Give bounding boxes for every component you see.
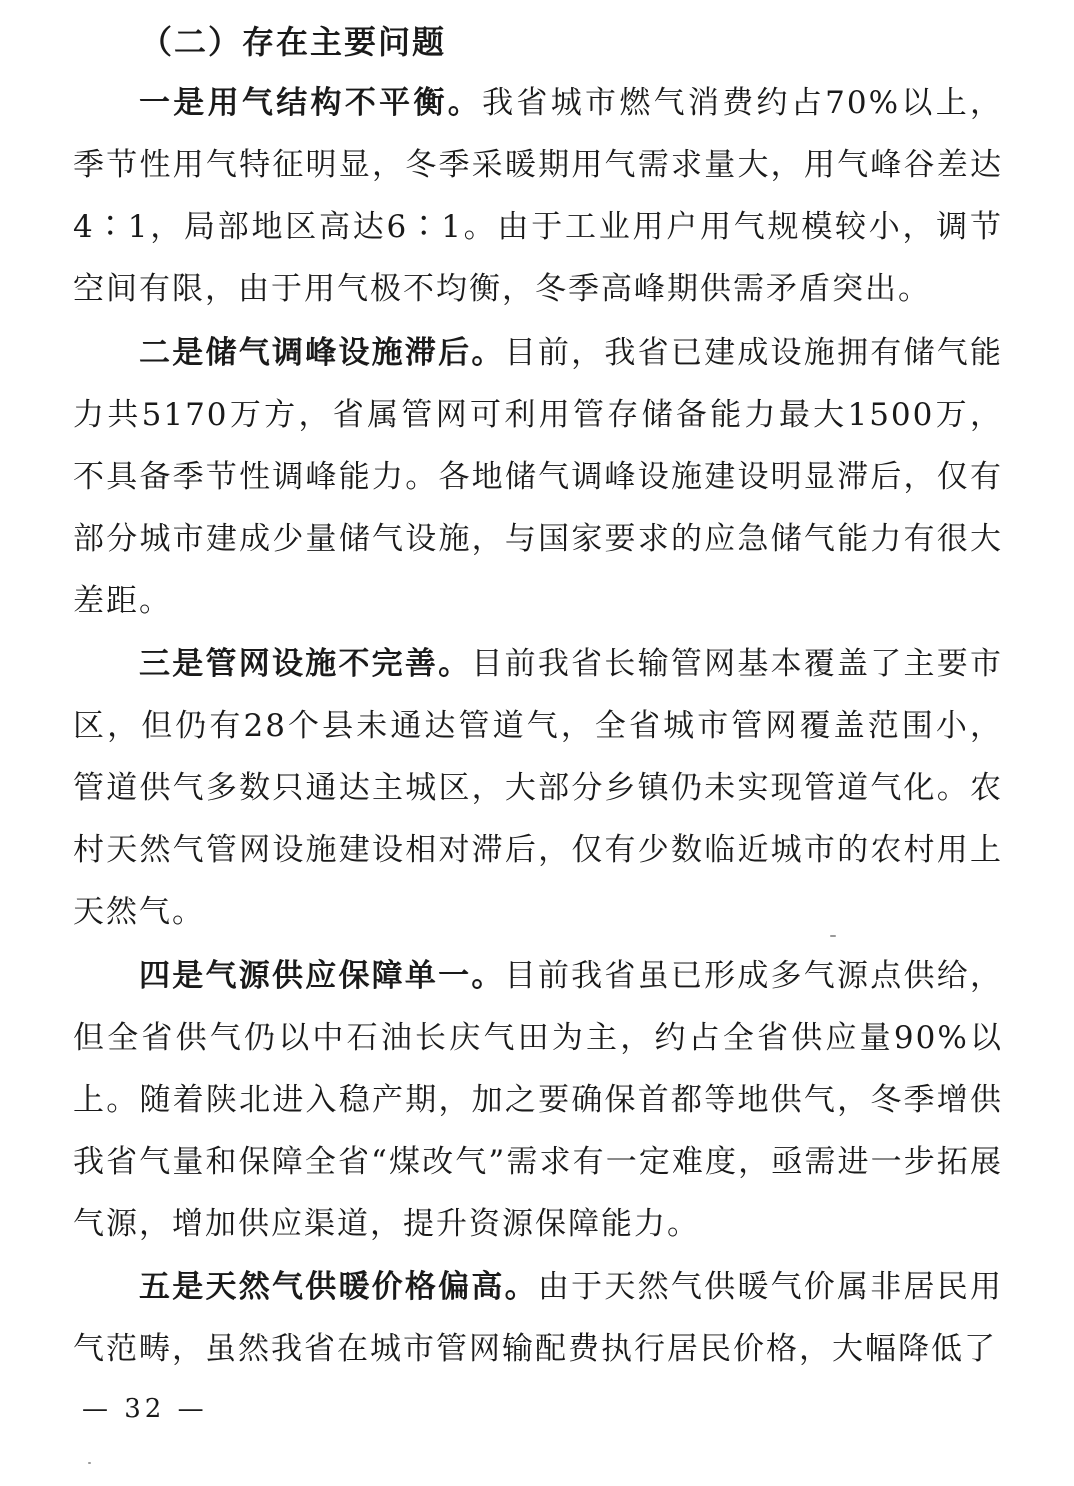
paragraph-lead: 四是气源供应保障单一。 bbox=[139, 958, 505, 994]
paragraph-4 bbox=[73, 945, 1003, 1255]
section-heading: （二）存在主要问题 bbox=[140, 23, 447, 61]
paragraph-lead: 五是天然气供暖价格偏高。 bbox=[139, 1269, 538, 1305]
page-number: — 32 — bbox=[82, 1394, 208, 1424]
paragraph-1 bbox=[73, 72, 1003, 320]
paragraph-lead: 一是用气结构不平衡。 bbox=[139, 85, 483, 121]
paragraph-lead: 三是管网设施不完善。 bbox=[139, 646, 472, 682]
paragraph-lead: 二是储气调峰设施滞后。 bbox=[139, 335, 505, 371]
paragraph-3 bbox=[73, 633, 1003, 943]
paragraph-body: 我省城市燃气消费约占70%以上，季节性用气特征明显，冬季采暖期用气需求量大，用气峰谷差达4∶1，局部地区高达6∶1。由于工业用户用气规模较小，调节空间有限，由于用气极不均衡，冬季高峰期供需矛盾突出。 bbox=[73, 85, 1004, 307]
paragraph-body: 目前，我省已建成设施拥有储气能力共5170万方，省属管网可利用管存储备能力最大1500万，不具备季节性调峰能力。各地储气调峰设施建设明显滞后，仅有部分城市建成少量储气设施，与国家要求的应急储气能力有很大差距。 bbox=[73, 335, 1003, 619]
paragraph-body: 由于天然气供暖气价属非居民用气范畴，虽然我省在城市管网输配费执行居民价格，大幅降低了 bbox=[73, 1269, 1004, 1367]
scan-speck bbox=[830, 935, 836, 937]
paragraph-5 bbox=[73, 1256, 1003, 1380]
paragraph-2 bbox=[73, 322, 1003, 632]
scan-speck bbox=[88, 1462, 91, 1464]
paragraph-body: 目前我省长输管网基本覆盖了主要市区，但仍有28个县未通达管道气，全省城市管网覆盖范围小，管道供气多数只通达主城区，大部分乡镇仍未实现管道气化。农村天然气管网设施建设相对滞后，仅有少数临近城市的农村用上天然气。 bbox=[73, 646, 1004, 930]
paragraph-body: 目前我省虽已形成多气源点供给，但全省供气仍以中石油长庆气田为主，约占全省供应量90%以上。随着陕北进入稳产期，加之要确保首都等地供气，冬季增供我省气量和保障全省“煤改气”需求有一定难度，亟需进一步拓展气源，增加供应渠道，提升资源保障能力。 bbox=[73, 958, 1003, 1242]
